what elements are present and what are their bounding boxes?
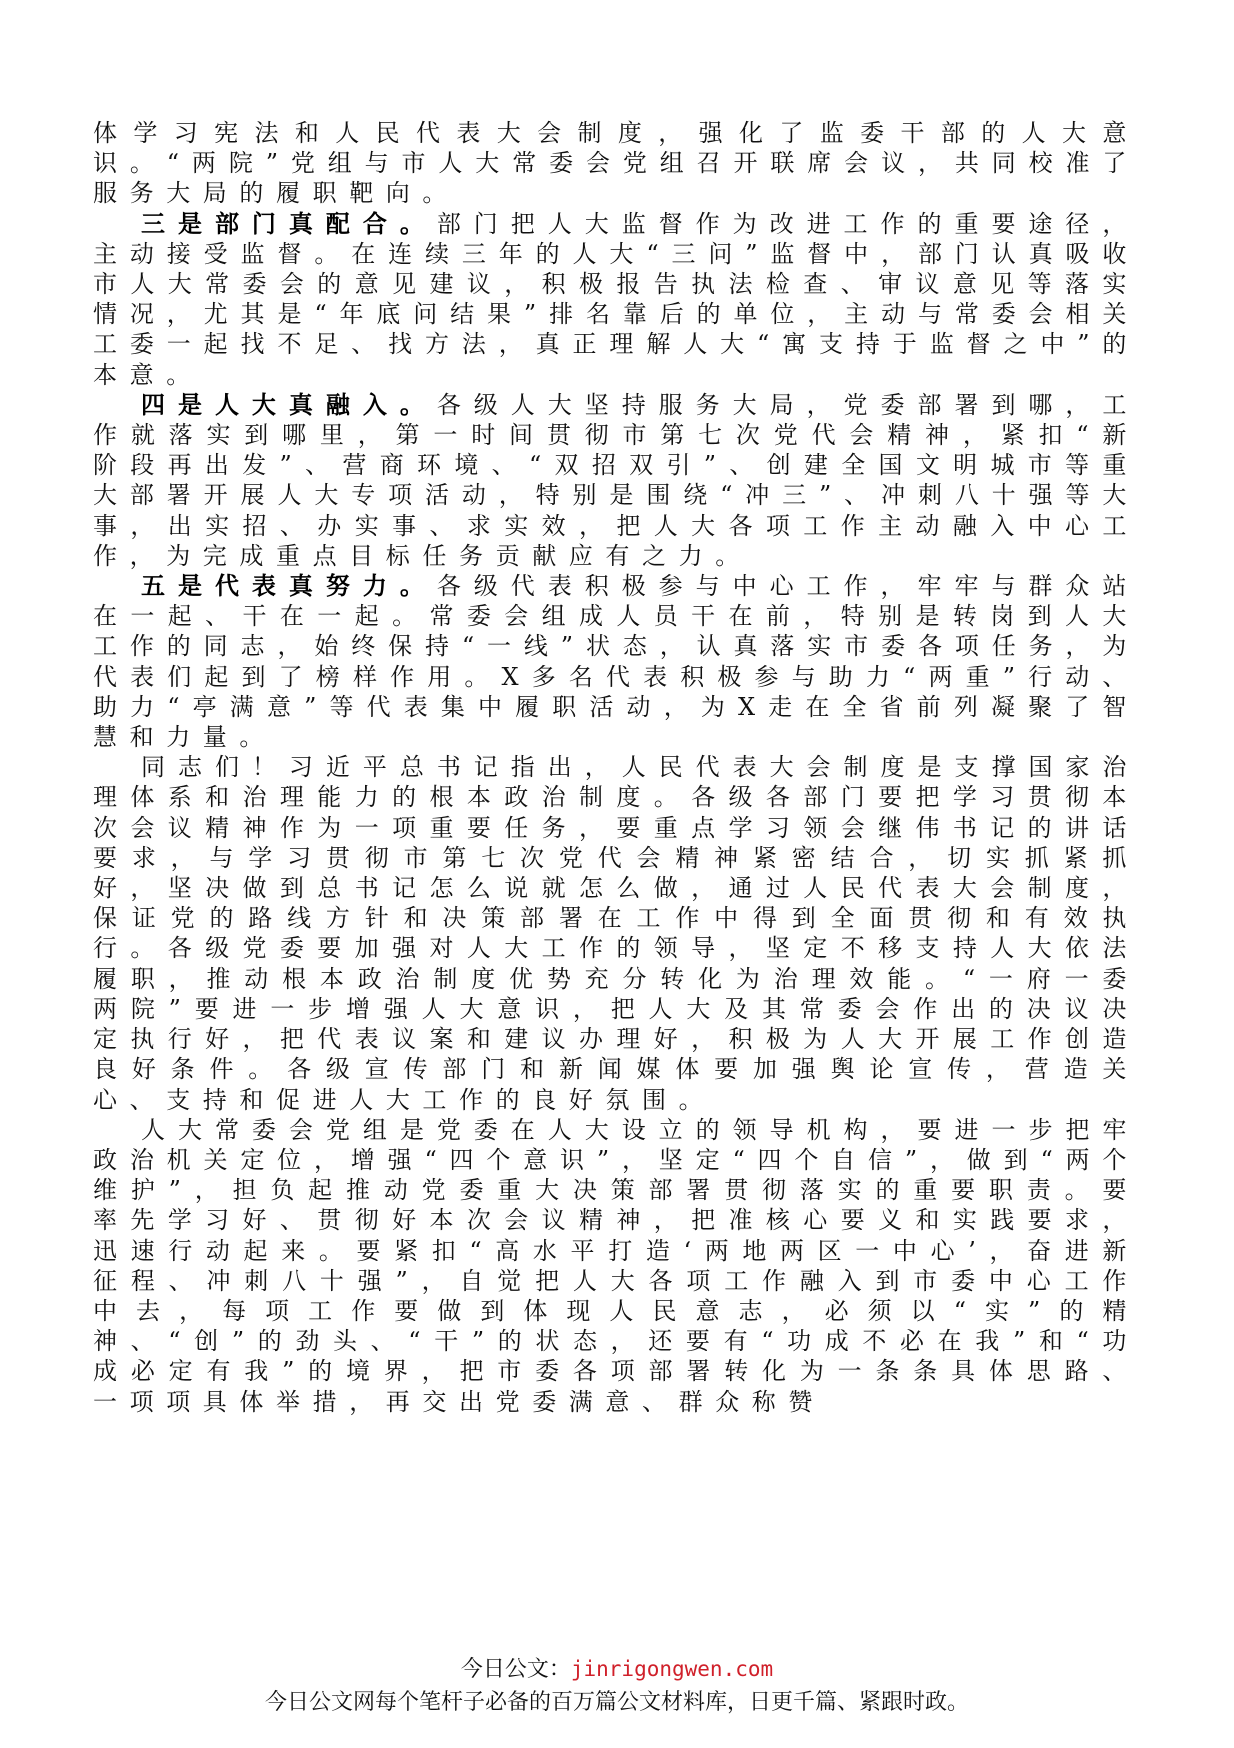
paragraph-1-text: 体学习宪法和人民代表大会制度，强化了监委干部的人大意识。“两院”党组与市人大常委会党组召开联席会议，共同校准了服务大局的履职靶向。 [93, 119, 1139, 208]
paragraph-5 [93, 752, 1139, 1114]
footer-url-link[interactable]: jinrigongwen.com [570, 1657, 774, 1681]
paragraph-3 [93, 390, 1139, 571]
paragraph-2-text: 部门把人大监督作为改进工作的重要途径，主动接受监督。在连续三年的人大“三问”监督中，部门认真吸收市人大常委会的意见建议，积极报告执法检查、审议意见等落实情况，尤其是“年底问结果”排名靠后的单位，主动与常委会相关工委一起找不足、找方法，真正理解人大“寓支持于监督之中”的本意。 [93, 209, 1139, 389]
paragraph-4-heading: 五是代表真努力。 [141, 572, 437, 601]
footer-slogan: 今日公文网每个笔杆子必备的百万篇公文材料库，日更千篇、紧跟时政。 [264, 1690, 969, 1715]
paragraph-1 [93, 118, 1139, 209]
paragraph-4-text: 各级代表积极参与中心工作，牢牢与群众站在一起、干在一起。常委会组成人员干在前，特别是转岗到人大工作的同志，始终保持“一线”状态，认真落实市委各项任务，为代表们起到了榜样作用。X多名代表积极参与助力“两重”行动、助力“亭满意”等代表集中履职活动，为X走在全省前列凝聚了智慧和力量。 [93, 572, 1139, 752]
paragraph-4 [93, 571, 1139, 752]
paragraph-6 [93, 1115, 1139, 1417]
footer-site-line [0, 1655, 1234, 1684]
paragraph-2-heading: 三是部门真配合。 [141, 209, 437, 238]
paragraph-3-heading: 四是人大真融入。 [141, 390, 437, 419]
footer-label: 今日公文： [460, 1657, 571, 1682]
document-body [93, 118, 1139, 1417]
paragraph-3-text: 各级人大坚持服务大局，党委部署到哪，工作就落实到哪里，第一时间贯彻市第七次党代会精神，紧扣“新阶段再出发”、营商环境、“双招双引”、创建全国文明城市等重大部署开展人大专项活动，特别是围绕“冲三”、冲刺八十强等大事，出实招、办实事、求实效，把人大各项工作主动融入中心工作，为完成重点目标任务贡献应有之力。 [93, 390, 1139, 570]
paragraph-5-text: 同志们！习近平总书记指出，人民代表大会制度是支撑国家治理体系和治理能力的根本政治制度。各级各部门要把学习贯彻本次会议精神作为一项重要任务，要重点学习领会继伟书记的讲话要求，与学习贯彻市第七次党代会精神紧密结合，切实抓紧抓好，坚决做到总书记怎么说就怎么做，通过人民代表大会制度，保证党的路线方针和决策部署在工作中得到全面贯彻和有效执行。各级党委要加强对人大工作的领导，坚定不移支持人大依法履职，推动根本政治制度优势充分转化为治理效能。“一府一委两院”要进一步增强人大意识，把人大及其常委会作出的决议决定执行好，把代表议案和建议办理好，积极为人大开展工作创造良好条件。各级宣传部门和新闻媒体要加强舆论宣传，营造关心、支持和促进人大工作的良好氛围。 [93, 753, 1139, 1114]
paragraph-6-text: 人大常委会党组是党委在人大设立的领导机构，要进一步把牢政治机关定位，增强“四个意识”，坚定“四个自信”，做到“两个维护”，担负起推动党委重大决策部署贯彻落实的重要职责。要率先学习好、贯彻好本次会议精神，把准核心要义和实践要求，迅速行动起来。要紧扣“高水平打造‘两地两区一中心’，奋进新征程、冲刺八十强”，自觉把人大各项工作融入到市委中心工作中去，每项工作要做到体现人民意志，必须以“实”的精神、“创”的劲头、“干”的状态，还要有“功成不必在我”和“功成必定有我”的境界，把市委各项部署转化为一条条具体思路、一项项具体举措，再交出党委满意、群众称赞 [93, 1115, 1139, 1416]
paragraph-2 [93, 209, 1139, 390]
